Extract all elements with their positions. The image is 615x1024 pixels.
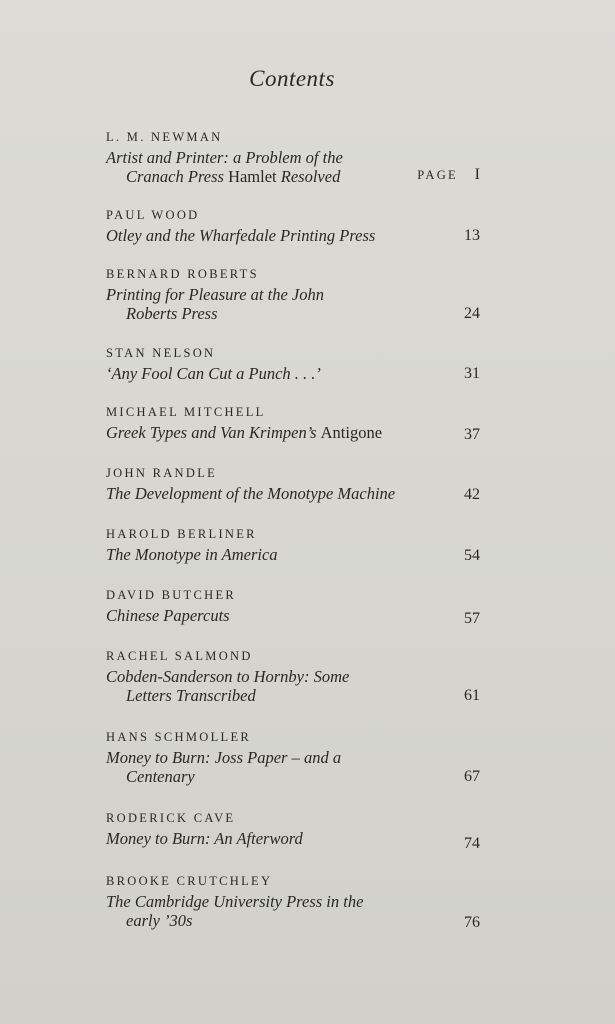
page-number: 31 bbox=[464, 365, 480, 382]
work-title: Money to Burn: Joss Paper – and a Centenary bbox=[106, 748, 342, 786]
work-title: ‘Any Fool Can Cut a Punch . . .’ bbox=[106, 364, 321, 383]
toc-entry bbox=[106, 130, 480, 188]
author-name: L. M. NEWMAN bbox=[106, 130, 223, 144]
author-name: PAUL WOOD bbox=[106, 208, 200, 222]
page-number: I bbox=[474, 166, 480, 183]
toc-entry bbox=[106, 874, 480, 932]
author-name: HAROLD BERLINER bbox=[106, 527, 257, 541]
work-title: Artist and Printer: a Problem of the Cranach Press Hamlet Resolved bbox=[106, 148, 343, 186]
page-number: 57 bbox=[464, 610, 480, 627]
work-title: Cobden-Sanderson to Hornby: Some Letters Transcribed bbox=[106, 667, 350, 705]
page-number: 37 bbox=[464, 426, 480, 443]
work-title: Chinese Papercuts bbox=[106, 606, 230, 625]
author-name: JOHN RANDLE bbox=[106, 466, 218, 480]
toc-entry bbox=[106, 267, 480, 325]
page-number: 24 bbox=[464, 305, 480, 322]
author-name: STAN NELSON bbox=[106, 346, 216, 360]
page-number: 54 bbox=[464, 547, 480, 564]
toc-entry bbox=[106, 588, 480, 628]
page-title: Contents bbox=[249, 66, 335, 91]
page-number: 61 bbox=[464, 687, 480, 704]
author-name: BROOKE CRUTCHLEY bbox=[106, 874, 273, 888]
page-number: 74 bbox=[464, 835, 480, 852]
page-number: 67 bbox=[464, 768, 480, 785]
author-name: DAVID BUTCHER bbox=[106, 588, 237, 602]
author-name: MICHAEL MITCHELL bbox=[106, 405, 266, 419]
work-title: Greek Types and Van Krimpen’s Antigone bbox=[106, 423, 383, 442]
work-title: The Monotype in America bbox=[106, 545, 278, 564]
toc-entry bbox=[106, 649, 480, 707]
page-number: 13 bbox=[464, 227, 480, 244]
author-name: BERNARD ROBERTS bbox=[106, 267, 259, 281]
page-number: 76 bbox=[464, 914, 480, 931]
toc-entry bbox=[106, 346, 480, 386]
work-title: Money to Burn: An Afterword bbox=[106, 829, 303, 848]
toc-entry bbox=[106, 466, 480, 506]
toc-entry bbox=[106, 527, 480, 567]
author-name: HANS SCHMOLLER bbox=[106, 730, 252, 744]
toc-entry bbox=[106, 730, 480, 788]
page-number: 42 bbox=[464, 486, 480, 503]
author-name: RACHEL SALMOND bbox=[106, 649, 253, 663]
author-name: RODERICK CAVE bbox=[106, 811, 236, 825]
work-title: Otley and the Wharfedale Printing Press bbox=[106, 226, 376, 245]
toc-entry bbox=[106, 208, 480, 248]
work-title: The Development of the Monotype Machine bbox=[106, 484, 396, 503]
toc-entry bbox=[106, 811, 480, 851]
toc-entry bbox=[106, 405, 480, 445]
work-title: Printing for Pleasure at the John Roberts Press bbox=[106, 285, 324, 323]
page-label: PAGE bbox=[417, 168, 458, 182]
work-title: The Cambridge University Press in the early ’30s bbox=[106, 892, 364, 930]
